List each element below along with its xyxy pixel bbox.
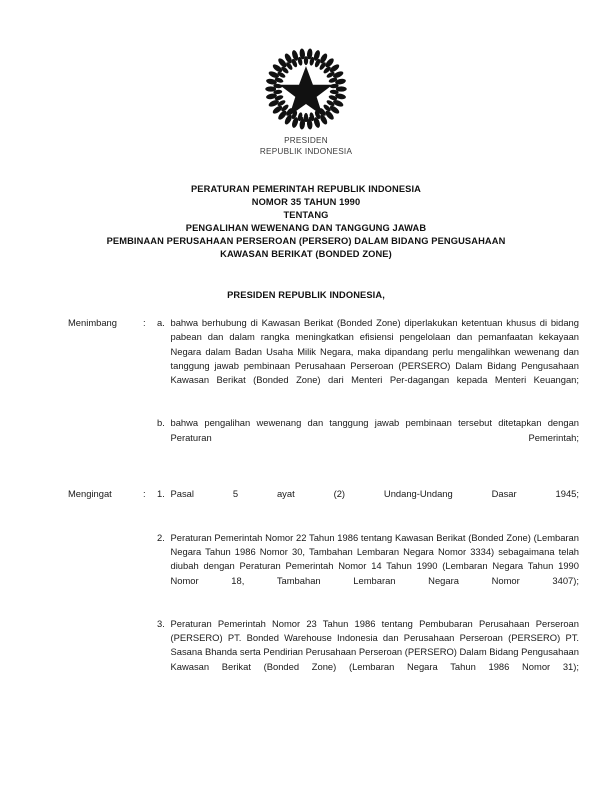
clause-item: [157, 487, 579, 516]
clause-item: [157, 416, 579, 459]
emblem-caption: [0, 136, 612, 157]
emblem-caption-line-1: PRESIDEN: [284, 136, 328, 145]
section-items-menimbang: [157, 316, 612, 459]
title-line-6: KAWASAN BERIKAT (BONDED ZONE): [220, 249, 392, 260]
section-colon-mengingat: :: [143, 488, 146, 500]
item-text: Pasal 5 ayat (2) Undang-Undang Dasar 1945;: [170, 488, 579, 500]
title-line-1: PERATURAN PEMERINTAH REPUBLIK INDONESIA: [190, 184, 422, 194]
subheading: PRESIDEN REPUBLIK INDONESIA,: [227, 290, 385, 300]
title-line-3: TENTANG: [283, 210, 329, 221]
item-marker: b.: [157, 417, 165, 429]
section-mengingat: [0, 487, 612, 688]
item-marker: 2.: [157, 531, 165, 543]
document-title: [36, 183, 576, 262]
garuda-star-wreath-emblem: [263, 46, 349, 132]
item-text: bahwa berhubung di Kawasan Berikat (Bonded Zone) diperlakukan ketentuan khusus di bidang pabean dan dalam rangka meningkatkan efisiensi pengelolaan dan pemanfaatan kekayaan Negara dalam Badan Usaha Milik Negara, maka dipandang perlu mengalihkan wewenang dan tanggung jawab pembinaan Perusahaan Perseroan (PERSERO) Dalam Bidang Pengusahaan Kawasan Berikat (Bonded Zone) dari Menteri Per-dagangan kepada Menteri Keuangan;: [170, 317, 579, 386]
item-text: bahwa pengalihan wewenang dan tanggung jawab pembinaan tersebut ditetapkan dengan Peraturan Pemerintah;: [170, 417, 579, 443]
clause-item: [157, 617, 579, 689]
section-colon-menimbang: :: [143, 317, 146, 328]
section-menimbang: [0, 316, 612, 459]
title-line-5: PEMBINAAN PERUSAHAAN PERSEROAN (PERSERO) DALAM BIDANG PENGUSAHAAN: [106, 236, 506, 247]
title-line-4: PENGALIHAN WEWENANG DAN TANGGUNG JAWAB: [185, 223, 427, 234]
clause-sections: [0, 316, 612, 688]
section-label-menimbang: Menimbang: [68, 317, 117, 328]
title-line-2: NOMOR 35 TAHUN 1990: [251, 197, 361, 208]
item-marker: 1.: [157, 488, 165, 500]
clause-item: [157, 316, 579, 402]
item-marker: 3.: [157, 617, 165, 629]
item-text: Peraturan Pemerintah Nomor 23 Tahun 1986 tentang Pembubaran Perusahaan Perseroan (PERSERO) PT. Bonded Warehouse Indonesia dan Perusahaan Perseroan (PERSERO) PT. Sasana Bhanda serta Pendirian Perusahaan Perseroan (PERSERO) Dalam Bidang Pengusahaan Kawasan Berikat (Bonded Zone) (Lembaran Negara Tahun 1986 Nomor 31);: [170, 617, 579, 672]
clause-item: [157, 531, 579, 603]
item-marker: a.: [157, 317, 165, 328]
section-label-mengingat: Mengingat: [68, 488, 112, 500]
item-text: Peraturan Pemerintah Nomor 22 Tahun 1986 tentang Kawasan Berikat (Bonded Zone) (Lembaran Negara Tahun 1986 Nomor 30, Tambahan Lembaran Negara Nomor 3334) sebagaimana telah diubah dengan Peraturan Pemerintah Nomor 14 Tahun 1990 (Lembaran Negara Tahun 1990 Nomor 18, Tambahan Lembaran Negara Nomor 3407);: [170, 531, 579, 586]
section-items-mengingat: [157, 487, 612, 688]
emblem-caption-line-2: REPUBLIK INDONESIA: [259, 146, 353, 156]
emblem-block: [0, 46, 612, 157]
